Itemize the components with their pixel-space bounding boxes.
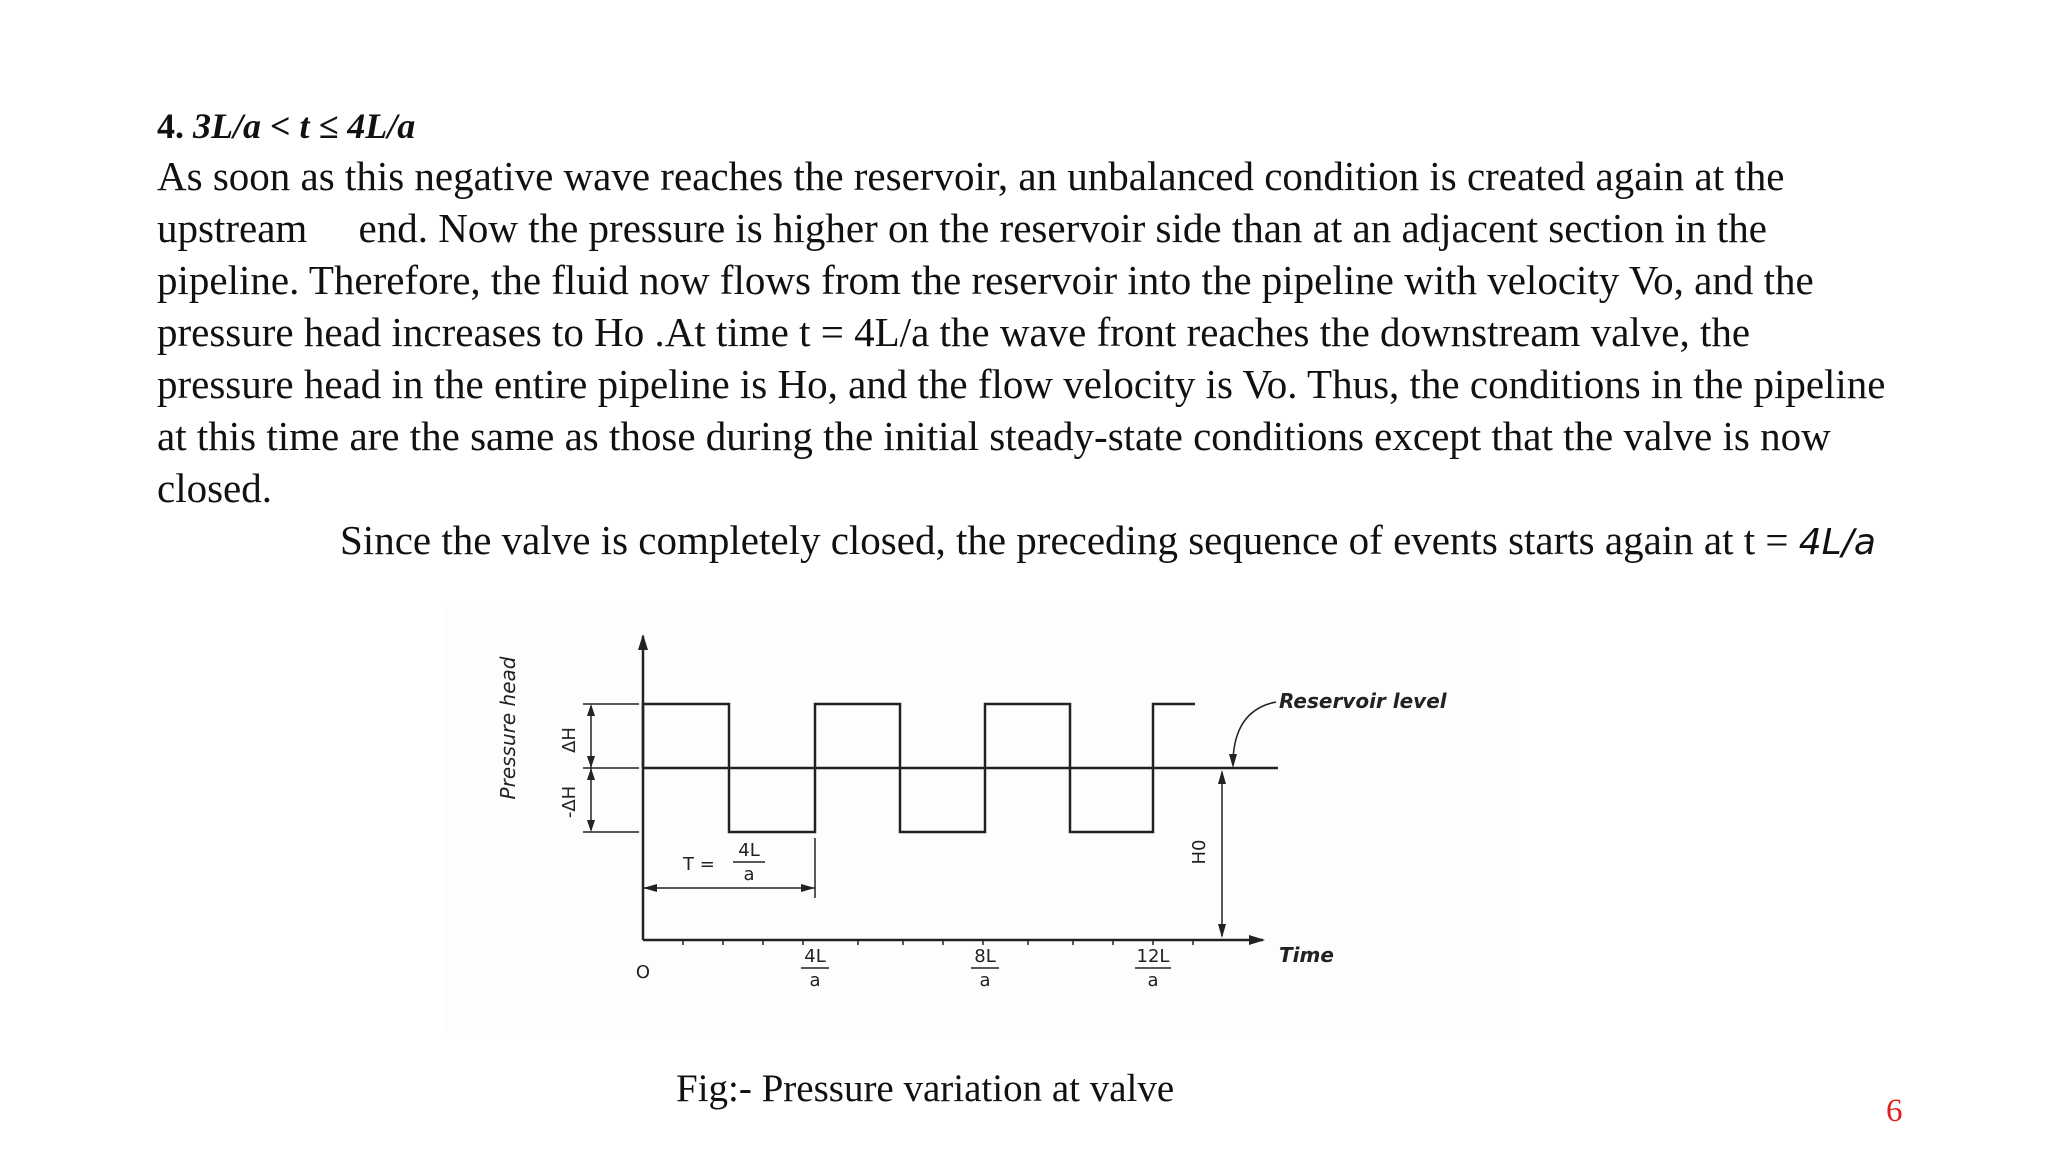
paragraph-line: pipeline. Therefore, the fluid now flows from the reservoir into the pipeline with velocity Vo, and the [157,257,1814,303]
x-axis-arrow-icon [1249,935,1265,945]
tick-denominator: a [809,970,821,991]
pressure-diagram [443,606,1513,1038]
paragraph-line: upstream end. Now the pressure is higher on the reservoir side than at an adjacent section in the [157,205,1767,251]
paragraph-line: at this time are the same as those during the initial steady-state conditions except that the valve is now [157,413,1831,459]
x-tick-4l-a [801,946,829,991]
heading-expression: 3L/a < t ≤ 4L/a [193,106,416,146]
paragraph-line: pressure head increases to Ho .At time t = 4L/a the wave front reaches the downstream valve, the [157,309,1751,355]
arrow-icon [587,704,595,716]
pressure-variation-figure [443,606,1513,1038]
y-axis-label: Pressure head [496,656,520,800]
period-fraction-den: a [743,864,755,885]
arrow-icon [1218,924,1226,938]
period-fraction-num: 4L [738,840,760,861]
origin-label: O [635,962,651,983]
paragraph-line: pressure head in the entire pipeline is Ho, and the flow velocity is Vo. Thus, the conditions in the pipeline [157,361,1886,407]
section-heading [157,104,415,148]
delta-h-label: ΔH [559,727,580,753]
reservoir-leader-line [1233,702,1276,760]
heading-number: 4. [157,106,184,146]
tick-numerator: 12L [1136,946,1170,967]
x-tick-8l-a [971,946,999,991]
closing-sentence-text: Since the valve is completely closed, the preceding sequence of events starts again at t = [340,517,1799,563]
x-axis-label: Time [1279,943,1334,967]
paragraph-line: As soon as this negative wave reaches the reservoir, an unbalanced condition is created again at the [157,153,1785,199]
closing-sentence-expression: 4L/a [1798,522,1876,563]
page-number: 6 [1886,1093,1903,1129]
tick-numerator: 8L [974,946,996,967]
arrow-icon [587,820,595,832]
arrow-icon [643,884,657,892]
closing-sentence [157,514,1997,569]
neg-delta-h-label: -ΔH [559,785,580,819]
period-label: T = [683,854,715,875]
h0-label: H0 [1189,839,1210,865]
arrow-icon [587,756,595,768]
paragraph-line: closed. [157,465,272,511]
arrow-icon [801,884,815,892]
arrow-icon [587,768,595,780]
tick-denominator: a [979,970,991,991]
x-tick-12l-a [1135,946,1171,991]
arrow-icon [1218,770,1226,784]
tick-denominator: a [1147,970,1159,991]
arrow-icon [1229,754,1237,768]
figure-caption: Fig:- Pressure variation at valve [676,1067,1175,1110]
reservoir-level-label: Reservoir level [1279,689,1447,713]
body-paragraph [157,150,1997,569]
y-axis-arrow-icon [638,634,648,650]
tick-numerator: 4L [804,946,826,967]
